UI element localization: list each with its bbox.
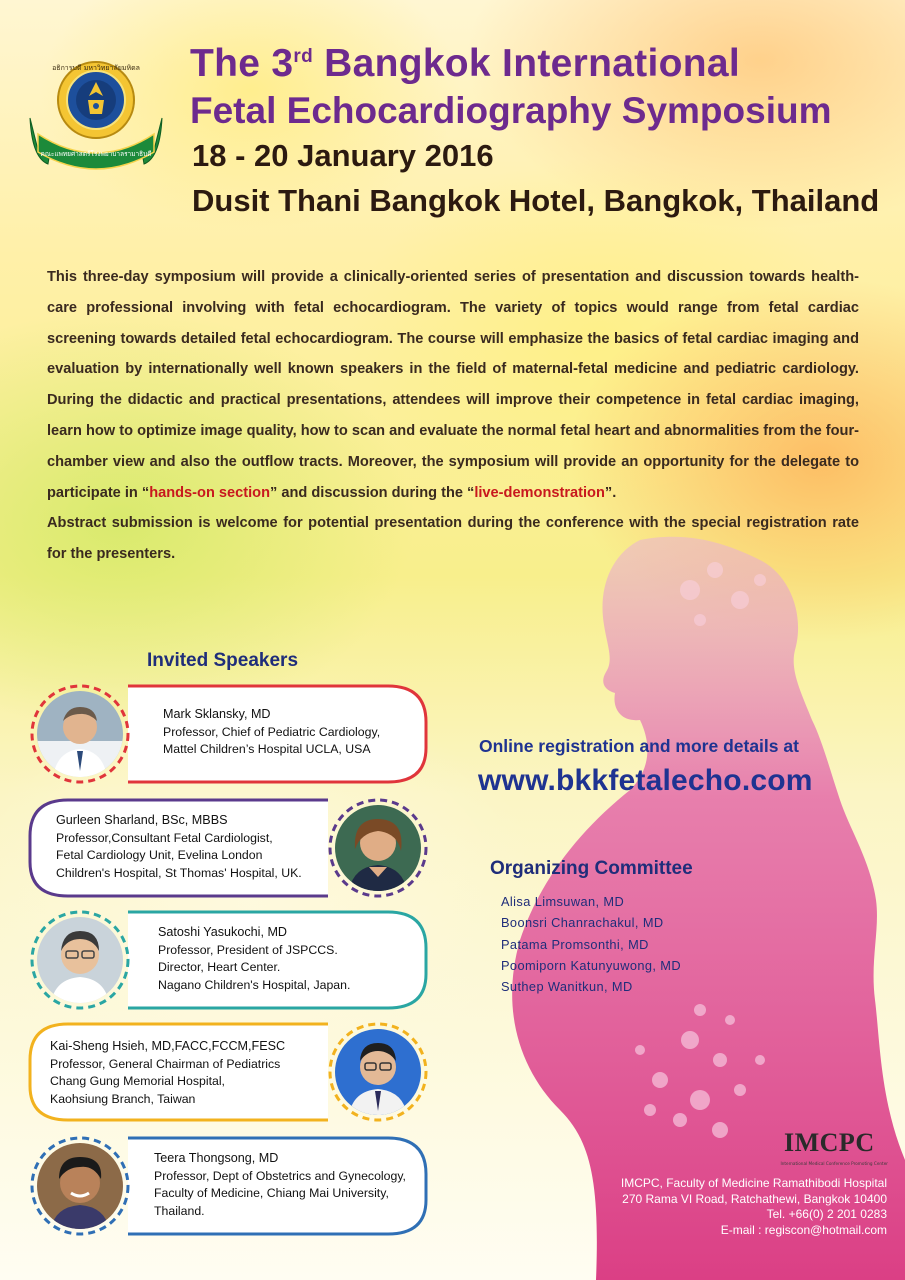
committee-member: Suthep Wanitkun, MD [501,979,633,995]
intro-p1-a: This three-day symposium will provide a clinically-oriented series of presentation and discussion towards health-care professional involving with fetal echocardiogram. The variety of topics would range from fetal cardiac screening towards detailed fetal echocardiogram. The course will emphasize the basics of fetal cardiac imaging and evaluation by internationally well known speakers in the field of maternal-fetal medicine and pediatric cardiology. During the didactic and practical presentations, attendees will improve their competence in fetal cardiac imaging, learn how to optimize image quality, how to scan and evaluate the normal fetal heart and abnormalities from the four-chamber view and also the outflow tracts. Moreover, the symposium will provide an opportunity for the delegate to participate in “ [47,269,859,501]
speaker-card [28,682,430,788]
speaker-card [26,796,430,902]
title-line1-post: Bangkok International [312,42,740,85]
speaker-card [28,908,430,1014]
title-line1 [190,42,740,86]
intro-p1-b: ” and discussion during the “ [270,484,475,501]
speaker-detail: Chang Gung Memorial Hospital, [50,1074,225,1088]
speaker-name: Kai-Sheng Hsieh, MD,FACC,FCCM,FESC [50,1039,286,1053]
intro-paragraph-2: Abstract submission is welcome for potential presentation during the conference with the special registration rate for the presenters. [47,515,859,563]
imcpc-logo: IMCPC [784,1128,875,1157]
speaker-name: Teera Thongsong, MD [154,1151,279,1165]
speaker-photo [37,917,123,1003]
contact-line: IMCPC, Faculty of Medicine Ramathibodi Hospital [620,1176,887,1190]
speaker-card [26,1020,430,1126]
website-link[interactable]: www.bkkfetalecho.com [478,764,813,797]
title-line2: Fetal Echocardiography Symposium [190,90,832,131]
speaker-text [163,706,380,759]
speaker-name: Gurleen Sharland, BSc, MBBS [56,813,228,827]
logo-arc-text: อธิการบดี มหาวิทยาลัยมหิดล [52,64,140,72]
speaker-detail: Faculty of Medicine, Chiang Mai University, [154,1186,389,1200]
committee-member: Poomiporn Katunyuwong, MD [501,957,682,973]
committee-member: Patama Promsonthi, MD [501,936,649,952]
organizer-contact [621,1176,887,1238]
speaker-detail: Children's Hospital, St Thomas' Hospital, UK. [56,865,302,880]
committee-member: Alisa Limsuwan, MD [501,894,625,909]
event-dates: 18 - 20 January 2016 [192,138,494,173]
highlight-hands-on: hands-on section [149,484,270,501]
speaker-text [158,924,350,994]
imcpc-logo-subtitle [770,1160,888,1166]
contact-line: Tel. +66(0) 2 201 0283 [766,1207,887,1222]
speaker-photo [37,691,123,777]
speaker-detail: Mattel Children’s Hospital UCLA, USA [163,742,371,756]
committee-member: Boonsri Chanrachakul, MD [501,915,664,931]
speaker-detail: Professor, President of JSPCCS. [158,942,338,957]
committee-heading: Organizing Committee [490,858,693,879]
speaker-text [154,1150,406,1220]
speaker-detail: Kaohsiung Branch, Taiwan [50,1091,196,1106]
speaker-name: Satoshi Yasukochi, MD [158,925,288,939]
registration-text: Online registration and more details at [479,736,799,756]
speaker-detail: Nagano Children's Hospital, Japan. [158,977,351,992]
logo-ribbon-text: คณะแพทยศาสตร์โรงพยาบาลรามาธิบดี [40,150,152,158]
intro-text [47,262,859,570]
speaker-detail: Professor, Dept of Obstetrics and Gynecology, [154,1168,406,1183]
intro-paragraph-1 [47,262,859,508]
contact-email[interactable]: E-mail : regiscon@hotmail.com [720,1222,887,1237]
speaker-detail: Professor,Consultant Fetal Cardiologist, [56,830,273,845]
committee-list [501,891,681,997]
speaker-photo [37,1143,123,1229]
speaker-detail: Professor, General Chairman of Pediatrics [50,1056,281,1071]
title-ordinal-suffix: rd [293,46,313,67]
speakers-heading: Invited Speakers [147,650,299,671]
speaker-name: Mark Sklansky, MD [163,707,271,721]
event-venue: Dusit Thani Bangkok Hotel, Bangkok, Thailand [192,183,880,218]
speaker-card [28,1134,430,1240]
intro-p1-c: ”. [604,484,617,501]
imcpc-subtitle-text: International Medical Conference Promoting Center [780,1161,888,1166]
speaker-detail: Professor, Chief of Pediatric Cardiology, [163,724,381,739]
contact-line: 270 Rama VI Road, Ratchathewi, Bangkok 10400 [622,1191,887,1206]
speaker-detail: Fetal Cardiology Unit, Evelina London [56,848,263,862]
faculty-logo [24,56,168,176]
speaker-photo [335,1029,421,1115]
speaker-photo [335,805,421,891]
speaker-text [50,1038,285,1108]
speaker-detail: Thailand. [154,1203,205,1218]
highlight-live-demo: live-demonstration [474,484,605,501]
speaker-text [56,812,302,882]
speaker-detail: Director, Heart Center. [158,960,281,974]
title-line1-pre: The 3 [190,42,294,85]
